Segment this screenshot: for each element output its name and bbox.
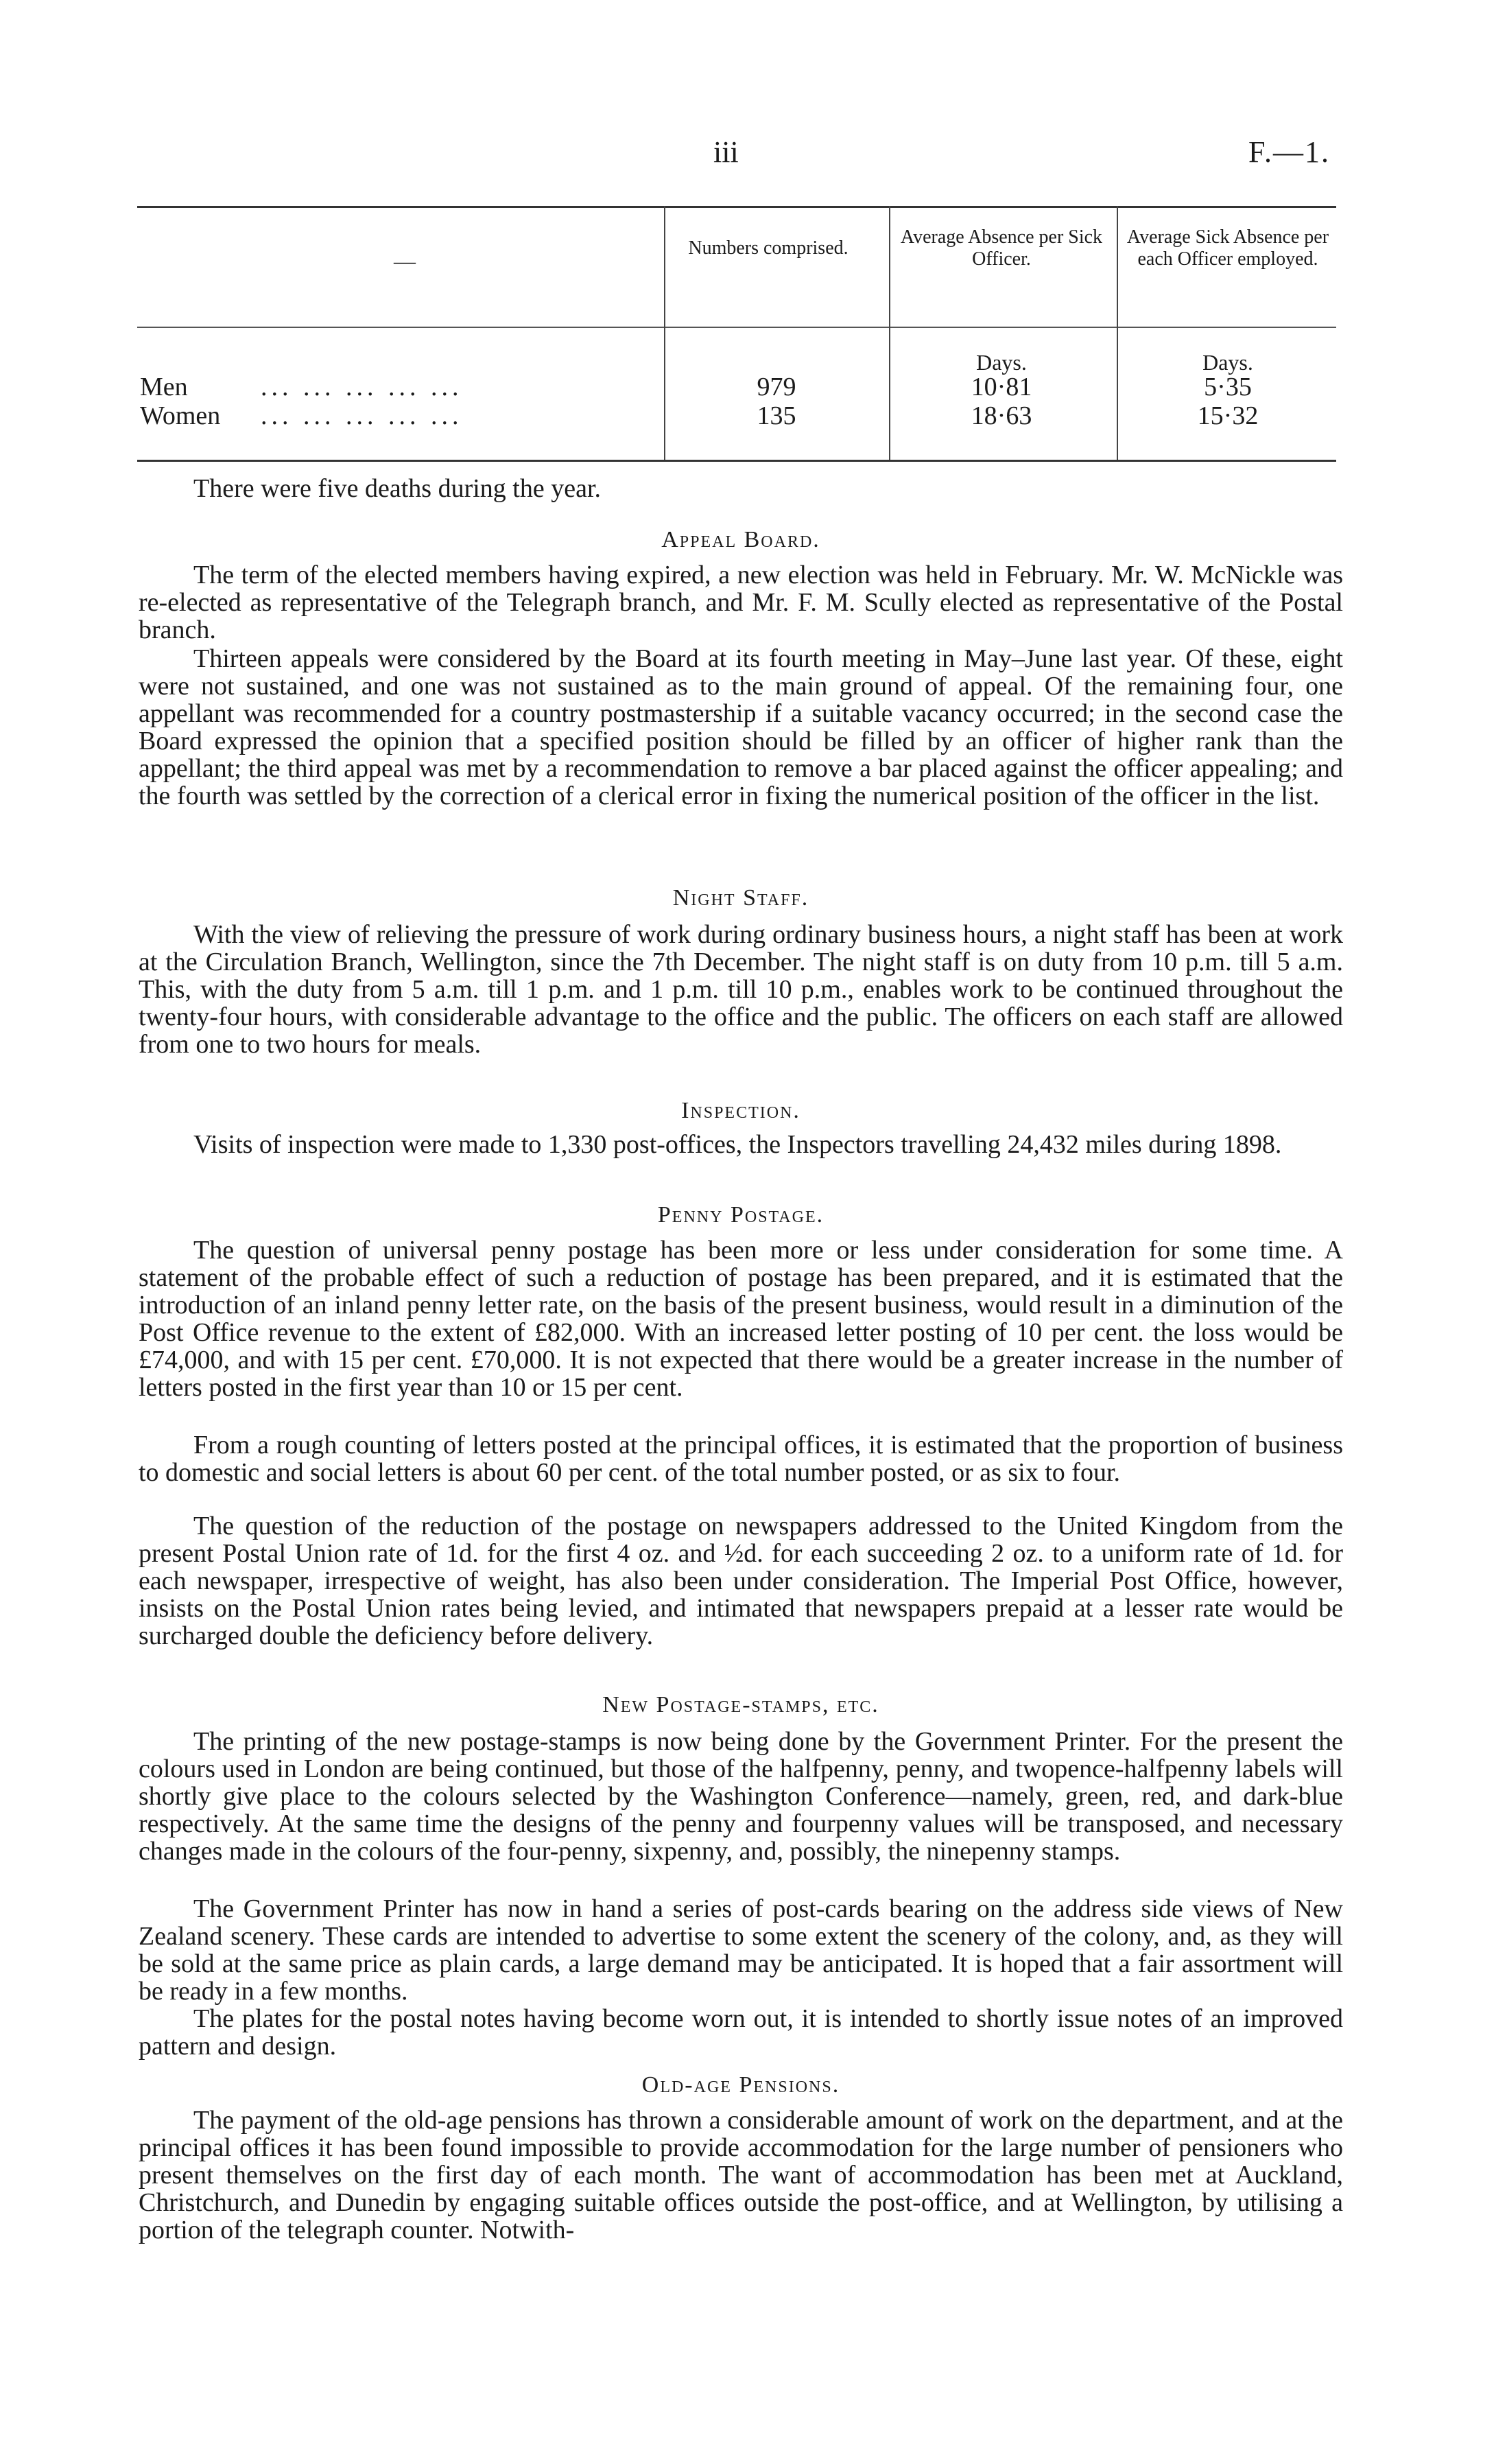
paragraph: Thirteen appeals were considered by the Board at its fourth meeting in May–June last year. Of these, eight were not sustained, and one was not sustained as to the main ground of appeal. Of the remaining four, one appellant was recommended for a country postmastership if a suitable vacancy occurred; in the second case the Board expressed the opinion that a specified position should be filled by an officer of higher rank than the appellant; the third appeal was met by a recommendation to remove a bar placed against the officer appealing; and the fourth was settled by the correction of a clerical error in fixing the numerical position of the officer in the list. — [139, 644, 1343, 810]
column-divider — [889, 206, 890, 460]
absence-table — [137, 206, 1336, 462]
column-divider — [1117, 206, 1118, 460]
cell-numbers: 135 — [757, 401, 796, 430]
paragraph: The printing of the new postage-stamps is now being done by the Government Printer. For the present the colours used in London are being continued, but those of the halfpenny, penny, and twopence-halfpenny labels will shortly give place to the colours selected by the Washington Conference—namely, green, red, and dark-blue respectively. At the same time the designs of the penny and fourpenny values will be transposed, and necessary changes made in the colours of the four-penny, sixpenny, and, possibly, the ninepenny stamps. — [139, 1727, 1343, 1866]
heading-penny-postage: Penny Postage. — [657, 1202, 824, 1228]
unit-label: Days. — [1202, 350, 1253, 375]
document-code: F.—1. — [1248, 135, 1330, 169]
paragraph: The plates for the postal notes having become worn out, it is intended to shortly issue notes of an improved pattern and design. — [139, 2004, 1343, 2061]
table-header-rule — [137, 327, 1336, 328]
leader-dots: ... ... ... ... ... — [261, 373, 463, 401]
paragraph: Visits of inspection were made to 1,330 post-offices, the Inspectors travelling 24,432 miles during 1898. — [193, 1130, 1282, 1159]
table-header-avg-absence: Average Absence per Sick Officer. — [900, 226, 1103, 270]
heading-old-age-pensions: Old-age Pensions. — [641, 2072, 840, 2098]
table-bottom-rule — [137, 460, 1336, 462]
cell-numbers: 979 — [757, 373, 796, 401]
cell-avg-sick: 15·32 — [1197, 401, 1259, 430]
table-top-rule — [137, 206, 1336, 208]
heading-appeal-board: Appeal Board. — [661, 527, 820, 552]
unit-label: Days. — [976, 350, 1027, 375]
row-label-men: Men — [140, 373, 188, 401]
heading-night-staff: Night Staff. — [672, 885, 809, 911]
paragraph: The question of universal penny postage has been more or less under consideration for some time. A statement of the probable effect of such a reduction of postage has been prepared, and it is estimated that the introduction of an inland penny letter rate, on the basis of the present business, would result in a diminution of the Post Office revenue to the extent of £82,000. With an increased letter posting of 10 per cent. the loss would be £74,000, and with 15 per cent. £70,000. It is not expected that there would be a greater increase in the number of letters posted in the first year than 10 or 15 per cent. — [139, 1236, 1343, 1402]
paragraph: With the view of relieving the pressure of work during ordinary business hours, a night staff has been at work at the Circulation Branch, Wellington, since the 7th December. The night staff is on duty from 10 p.m. till 5 a.m. This, with the duty from 5 a.m. till 1 p.m. and 1 p.m. till 10 p.m., enables work to be continued throughout the twenty-four hours, with considerable advantage to the office and the public. The officers on each staff are allowed from one to two hours for meals. — [139, 920, 1343, 1059]
cell-avg-sick: 5·35 — [1204, 373, 1252, 401]
paragraph: The payment of the old-age pensions has thrown a considerable amount of work on the department, and at the principal offices it has been found impossible to provide accommodation for the large number of pensioners who present themselves on the first day of each month. The want of accommodation has been met at Auckland, Christchurch, and Dunedin by engaging suitable offices outside the post-office, and at Wellington, by utilising a portion of the telegraph counter. Notwith- — [139, 2106, 1343, 2244]
paragraph: The question of the reduction of the postage on newspapers addressed to the United Kingdom from the present Postal Union rate of 1d. for the first 4 oz. and ½d. for each succeeding 2 oz. to a uniform rate of 1d. for each newspaper, irrespective of weight, has also been under consideration. The Imperial Post Office, however, insists on the Postal Union rates being levied, and intimated that newspapers prepaid at a lesser rate would be surcharged double the deficiency before delivery. — [139, 1512, 1343, 1650]
table-header-numbers: Numbers comprised. — [688, 237, 849, 259]
heading-new-postage-stamps: New Postage-stamps, etc. — [602, 1692, 879, 1717]
cell-avg-absence: 18·63 — [971, 401, 1032, 430]
deaths-note: There were five deaths during the year. — [193, 474, 602, 503]
paragraph: From a rough counting of letters posted at the principal offices, it is estimated that the proportion of business to domestic and social letters is about 60 per cent. of the total number posted, or as six to four. — [139, 1431, 1343, 1487]
page-number: iii — [713, 135, 739, 169]
heading-inspection: Inspection. — [681, 1098, 800, 1123]
cell-avg-absence: 10·81 — [971, 373, 1032, 401]
row-label-women: Women — [140, 401, 221, 430]
leader-dots: ... ... ... ... ... — [261, 401, 463, 430]
paragraph: The term of the elected members having expired, a new election was held in February. Mr. W. McNickle was re-elected as representative of the Telegraph branch, and Mr. F. M. Scully elected as representative of the Postal branch. — [139, 561, 1343, 644]
paragraph: The Government Printer has now in hand a series of post-cards bearing on the address side views of New Zealand scenery. These cards are intended to advertise to some extent the scenery of the colony, and, as they will be sold at the same price as plain cards, a large demand may be anticipated. It is hoped that a fair assortment will be ready in a few months. — [139, 1894, 1343, 2006]
table-header-avg-sick: Average Sick Absence per each Officer employed. — [1126, 226, 1329, 270]
table-header-blank: — — [394, 248, 416, 273]
